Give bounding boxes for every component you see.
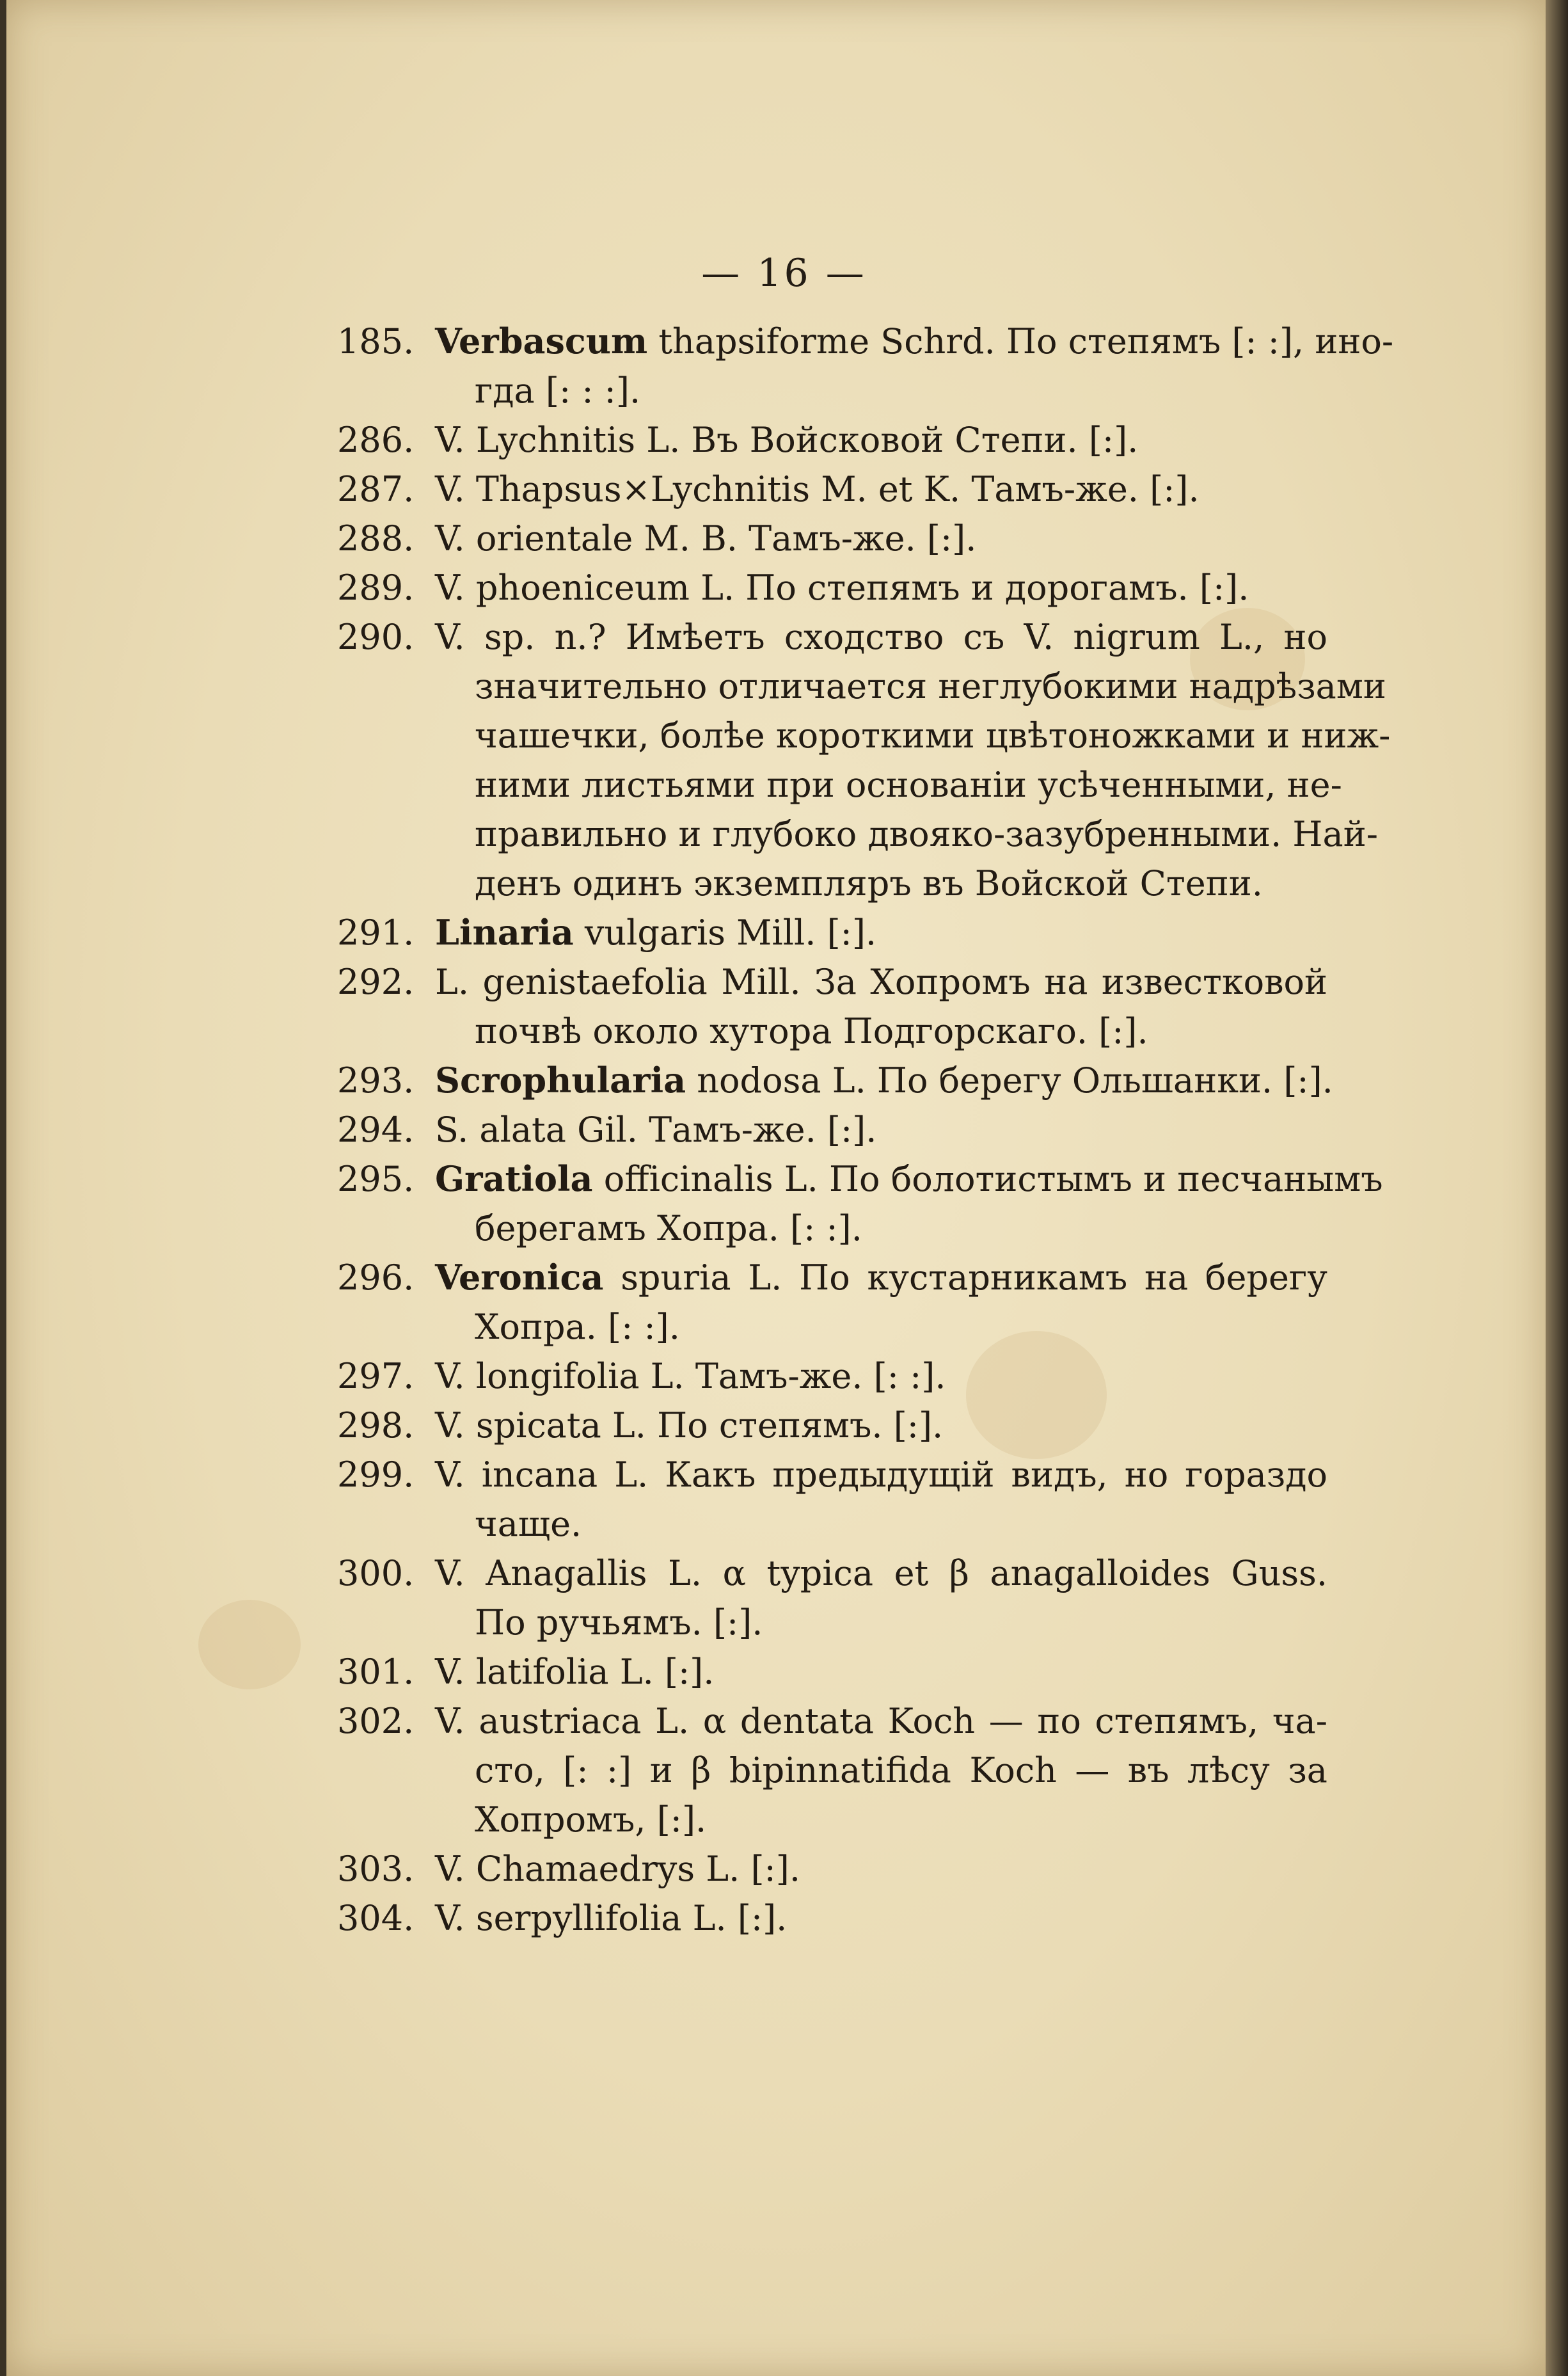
entry-text: сто, [: :] и β bipinnatifida Koch — въ лѣсу за [475,1750,1327,1790]
species-entry [0,1894,1568,1943]
entry-number: 296. [337,1257,415,1298]
entry-line [0,1844,1327,1894]
entry-line [0,809,1378,859]
entry-text: nodosa L. По берегу Ольшанки. [:]. [697,1060,1333,1101]
species-entry [0,1351,1568,1401]
entry-line [0,1204,1327,1253]
entry-text: spuria L. По кустарникамъ на берегу [621,1257,1327,1298]
entry-line [0,1351,1327,1401]
species-entry [0,908,1568,957]
genus-name: Veronica [435,1257,604,1298]
entry-number: 287. [337,469,415,509]
entry-number: 301. [337,1652,415,1692]
species-entry [0,317,1568,415]
entry-number: 293. [337,1060,415,1101]
entry-number: 288. [337,518,415,559]
entry-text: Хопра. [: :]. [475,1307,680,1347]
entry-line [0,366,1327,415]
species-entry [0,415,1568,465]
entry-text: гда [: : :]. [475,371,641,411]
entry-number: 185. [337,321,415,362]
entry-text: V. spicata L. По степямъ. [:]. [435,1405,944,1446]
entry-line [0,612,1327,662]
entry-line [0,415,1327,465]
entry-line [0,1105,1327,1154]
species-entry [0,1450,1568,1549]
entry-line [0,1253,1327,1302]
entry-number: 302. [337,1701,415,1741]
species-list [0,317,1568,1943]
entry-number: 297. [337,1356,415,1396]
species-entry [0,612,1568,908]
entry-text: денъ одинъ экземпляръ въ Войской Степи. [475,863,1263,904]
genus-name: Scrophularia [435,1060,686,1101]
genus-name: Linaria [435,912,574,953]
entry-text: чашечки, болѣе короткими цвѣтоножками и ниж- [475,715,1391,756]
entry-text: V. sp. n.? Имѣетъ сходство съ V. nigrum L., но [435,617,1327,657]
entry-line [0,711,1391,760]
genus-name: Gratiola [435,1158,593,1199]
entry-line [0,1450,1327,1499]
entry-line [0,662,1386,711]
entry-text: правильно и глубоко двояко-зазубренными. Най- [475,814,1378,854]
entry-line [0,1499,1327,1549]
entry-text: S. alata Gil. Тамъ-же. [:]. [435,1110,877,1150]
entry-line [0,465,1327,514]
entry-line [0,1598,1327,1647]
entry-line [0,760,1342,809]
entry-number: 289. [337,568,415,608]
species-entry [0,957,1568,1056]
species-entry [0,1696,1568,1844]
entry-line [0,1894,1327,1943]
page-number: — 16 — [701,251,867,296]
entry-number: 304. [337,1898,415,1938]
entry-number: 294. [337,1110,415,1150]
entry-line [0,1401,1327,1450]
entry-number: 299. [337,1455,415,1495]
entry-line [0,317,1394,366]
entry-text: officinalis L. По болотистымъ и песчанымъ [603,1159,1383,1199]
species-entry [0,1844,1568,1894]
entry-number: 300. [337,1553,415,1593]
entry-line [0,1549,1327,1598]
entry-number: 292. [337,962,415,1002]
entry-number: 286. [337,420,415,460]
entry-line [0,1746,1327,1795]
entry-text: значительно отличается неглубокими надрѣзами [475,666,1386,706]
entry-line [0,908,1327,957]
entry-text: vulgaris Mill. [:]. [584,913,877,953]
species-entry [0,1253,1568,1351]
entry-line [0,1007,1327,1056]
species-entry [0,465,1568,514]
entry-text: По ручьямъ. [:]. [475,1602,763,1643]
species-entry [0,563,1568,612]
entry-text: V. phoeniceum L. По степямъ и дорогамъ. [:]. [435,568,1249,608]
entry-text: V. Anagallis L. α typica et β anagalloides Guss. [435,1553,1327,1593]
entry-text: V. longifolia L. Тамъ-же. [: :]. [435,1356,946,1396]
entry-text: берегамъ Хопра. [: :]. [475,1208,862,1248]
species-entry [0,1154,1568,1253]
entry-line [0,514,1327,563]
genus-name: Verbascum [435,321,648,362]
entry-text: L. genistaefolia Mill. За Хопромъ на известковой [435,962,1327,1002]
entry-line [0,859,1327,908]
entry-number: 295. [337,1159,415,1199]
entry-text: V. latifolia L. [:]. [435,1652,715,1692]
species-entry [0,1105,1568,1154]
species-entry [0,1401,1568,1450]
entry-number: 291. [337,913,415,953]
entry-text: V. Chamaedrys L. [:]. [435,1849,800,1889]
entry-line [0,1154,1383,1204]
entry-line [0,957,1327,1007]
entry-text: V. Lychnitis L. Въ Войсковой Степи. [:]. [435,420,1139,460]
entry-text: Хопромъ, [:]. [475,1799,707,1840]
species-entry [0,1056,1568,1105]
entry-number: 303. [337,1849,415,1889]
entry-text: V. Thapsus×Lychnitis M. et K. Тамъ-же. [:]. [435,469,1200,509]
entry-number: 290. [337,617,415,657]
entry-line [0,1302,1327,1351]
entry-line [0,1647,1327,1696]
entry-text: thapsiforme Schrd. По степямъ [: :], ино- [658,321,1394,362]
entry-text: V. austriaca L. α dentata Koch — по степямъ, ча- [435,1701,1327,1741]
entry-line [0,1056,1333,1105]
entry-text: V. incana L. Какъ предыдущій видъ, но гораздо [435,1455,1327,1495]
entry-line [0,1795,1327,1844]
entry-number: 298. [337,1405,415,1446]
species-entry [0,1549,1568,1647]
species-entry [0,1647,1568,1696]
entry-text: почвѣ около хутора Подгорскаго. [:]. [475,1011,1148,1051]
entry-text: ними листьями при основаніи усѣченными, не- [475,765,1342,805]
entry-line [0,1696,1327,1746]
entry-text: V. serpyllifolia L. [:]. [435,1898,788,1938]
entry-text: V. orientale M. B. Тамъ-же. [:]. [435,518,977,559]
species-entry [0,514,1568,563]
entry-text: чаще. [475,1504,582,1544]
entry-line [0,563,1327,612]
